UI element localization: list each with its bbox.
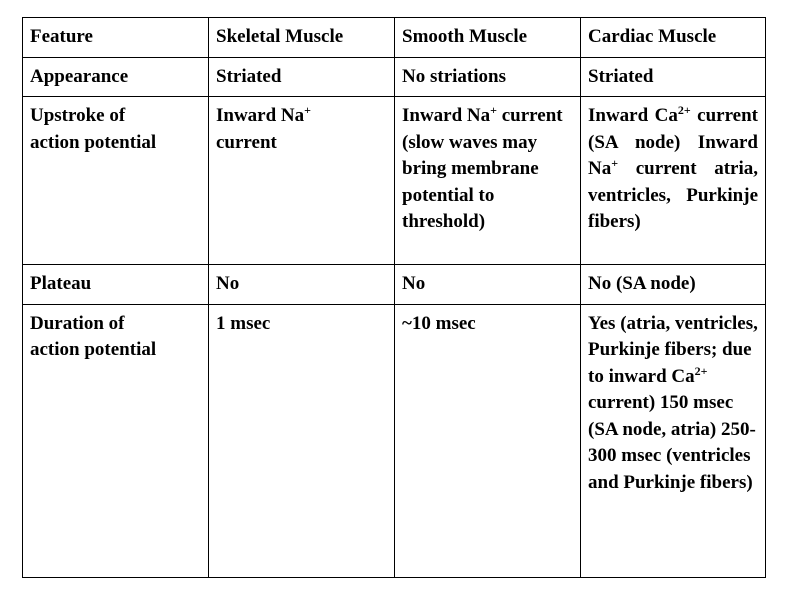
header-feature: Feature (23, 18, 209, 58)
sodium-ion-charge: + (611, 156, 619, 170)
cell-plateau-skeletal: No (209, 265, 395, 305)
cell-upstroke-cardiac-text: Inward Ca (588, 105, 678, 126)
table-row-appearance (23, 57, 766, 97)
muscle-comparison-table (22, 17, 766, 578)
cell-duration-cardiac (581, 304, 766, 577)
cell-upstroke-smooth-text: Inward Na (402, 105, 491, 126)
cell-duration-skeletal: 1 msec (209, 304, 395, 577)
table-header-row (23, 18, 766, 58)
calcium-ion-charge: 2+ (694, 363, 708, 378)
cell-plateau-cardiac: No (SA node) (581, 265, 766, 305)
cell-upstroke-skeletal-text-2: current (216, 131, 277, 153)
row-label-duration-line2: action potential (30, 339, 157, 360)
header-skeletal-muscle: Skeletal Muscle (209, 18, 395, 58)
cell-upstroke-skeletal (209, 97, 395, 265)
cell-appearance-cardiac: Striated (581, 57, 766, 97)
row-label-upstroke-line2: action potential (30, 131, 157, 153)
header-cardiac-muscle: Cardiac Muscle (581, 18, 766, 58)
cell-duration-cardiac-text: Yes (atria, ventricles, Purkinje fibers; due to inward Ca (588, 312, 758, 387)
row-label-upstroke-line1: Upstroke of (30, 105, 126, 126)
cell-upstroke-skeletal-text: Inward Na (216, 105, 305, 126)
cell-upstroke-smooth (395, 97, 581, 265)
row-label-upstroke (23, 97, 209, 265)
table-row-duration (23, 304, 766, 577)
table-row-upstroke (23, 97, 766, 265)
cell-appearance-smooth: No striations (395, 57, 581, 97)
cell-duration-cardiac-text-2: current) 150 msec (SA node, atria) 250-300 msec (ventricles and Purkinje fibers) (588, 392, 756, 493)
row-label-appearance: Appearance (23, 57, 209, 97)
calcium-ion-charge: 2+ (677, 103, 691, 117)
row-label-plateau: Plateau (23, 265, 209, 305)
row-label-duration-line1: Duration of (30, 312, 125, 334)
cell-upstroke-cardiac (581, 97, 766, 265)
cell-upstroke-cardiac-text-2: current (SA node) Inward Na (588, 105, 759, 179)
muscle-comparison-table-container (22, 17, 766, 578)
cell-upstroke-cardiac-text-3: current atria, ventricles, Purkinje fibers) (588, 158, 758, 232)
header-smooth-muscle: Smooth Muscle (395, 18, 581, 58)
row-label-duration (23, 304, 209, 577)
sodium-ion-charge: + (490, 103, 497, 117)
cell-plateau-smooth: No (395, 265, 581, 305)
cell-duration-smooth: ~10 msec (395, 304, 581, 577)
sodium-ion-charge: + (304, 103, 311, 117)
table-row-plateau (23, 265, 766, 305)
cell-appearance-skeletal: Striated (209, 57, 395, 97)
cell-upstroke-smooth-text-2: current (slow waves may bring membrane potential to threshold) (402, 105, 563, 232)
